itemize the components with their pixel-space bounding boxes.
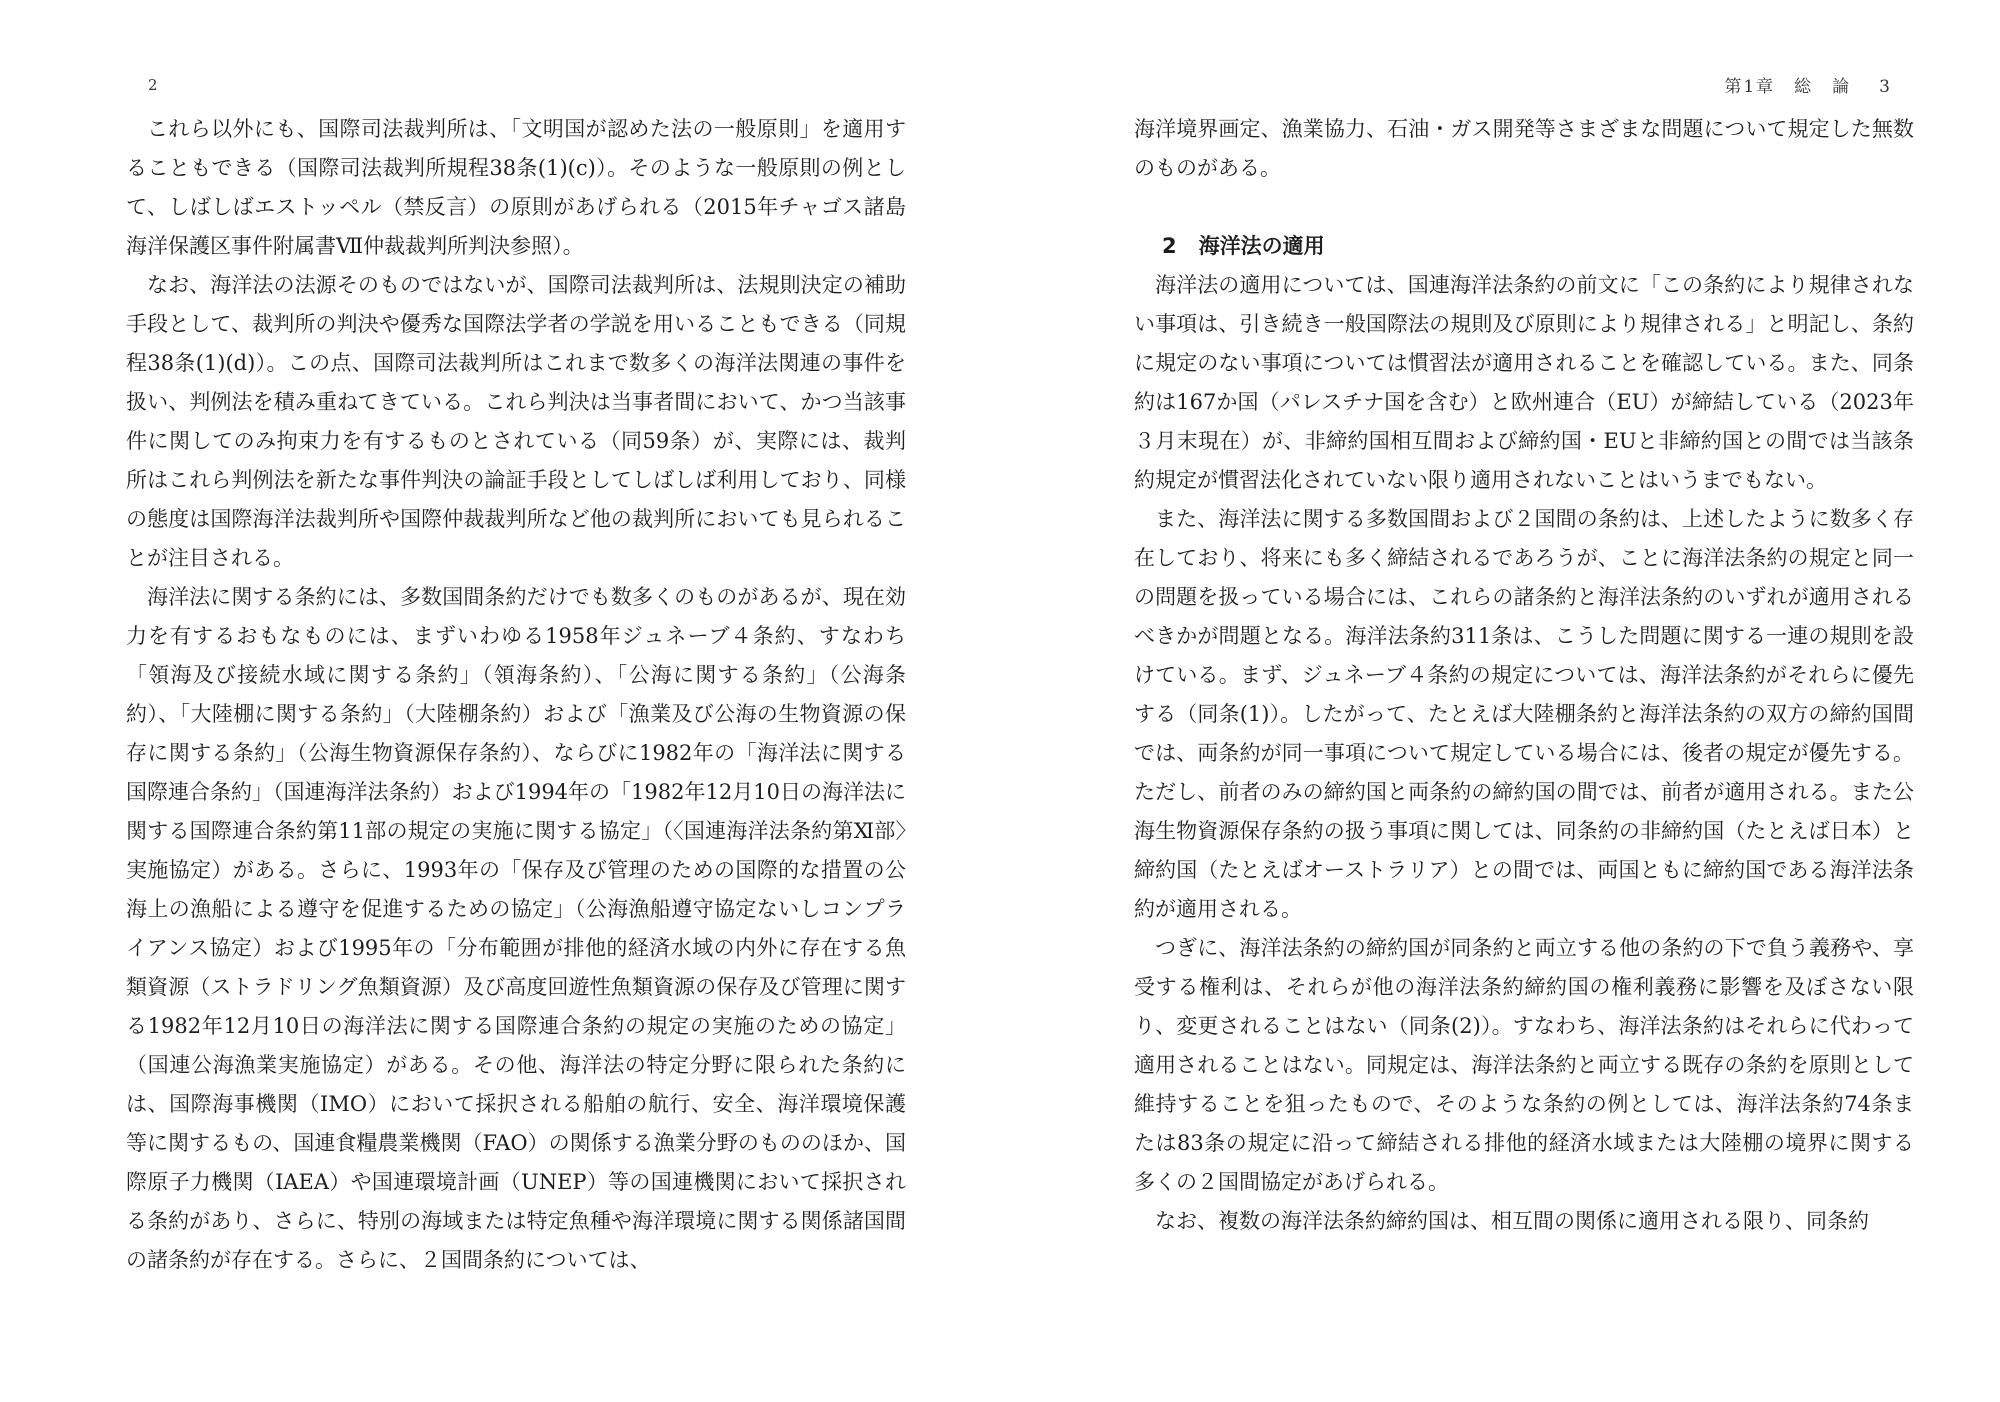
right-page [1000,0,2000,1402]
paragraph: また、海洋法に関する多数国間および２国間の条約は、上述したように数多く存在しており、将来にも多く締結されるであろうが、ことに海洋法条約の規定と同一の問題を扱っている場合には、これらの諸条約と海洋法条約のいずれが適用されるべきかが問題となる。海洋法条約311条は、こうした問題に関する一連の規則を設けている。まず、ジュネーブ４条約の規定については、海洋法条約がそれらに優先する（同条(1)）。したがって、たとえば大陸棚条約と海洋法条約の双方の締約国間では、両条約が同一事項について規定している場合には、後者の規定が優先する。ただし、前者のみの締約国と両条約の締約国の間では、前者が適用される。また公海生物資源保存条約の扱う事項に関しては、同条約の非締約国（たとえば日本）と締約国（たとえばオーストラリア）との間では、両国ともに締約国である海洋法条約が適用される。 [1134,507,1914,921]
body-text [126,110,906,1280]
paragraph: なお、複数の海洋法条約締約国は、相互間の関係に適用される限り、同条約 [1155,1209,1869,1233]
paragraph: これら以外にも、国際司法裁判所は、「文明国が認めた法の一般原則」を適用することもできる（国際司法裁判所規程38条(1)(c)）。そのような一般原則の例として、しばしばエストッペル（禁反言）の原則があげられる（2015年チャゴス諸島海洋保護区事件附属書Ⅶ仲裁裁判所判決参照）。 [126,117,906,258]
page-number: 3 [1879,77,1892,97]
page-number: 2 [148,76,158,94]
paragraph: 海洋法の適用については、国連海洋法条約の前文に「この条約により規律されない事項は、引き続き一般国際法の規則及び原則により規律される」と明記し、条約に規定のない事項については慣習法が適用されることを確認している。また、同条約は167か国（パレスチナ国を含む）と欧州連合（EU）が締結している（2023年３月末現在）が、非締約国相互間および締約国・EUと非締約国との間では当該条約規定が慣習法化されていない限り適用されないことはいうまでもない。 [1134,273,1914,492]
paragraph: つぎに、海洋法条約の締約国が同条約と両立する他の条約の下で負う義務や、享受する権利は、それらが他の海洋法条約締約国の権利義務に影響を及ぼさない限り、変更されることはない（同条(2)）。すなわち、海洋法条約はそれらに代わって適用されることはない。同規定は、海洋法条約と両立する既存の条約を原則として維持することを狙ったもので、そのような条約の例としては、海洋法条約74条または83条の規定に沿って締結される排他的経済水域または大陸棚の境界に関する多くの２国間協定があげられる。 [1134,936,1914,1194]
section-heading [1134,227,1914,266]
section-title: 海洋法の適用 [1198,234,1325,258]
chapter-title: 第1章 総 論 [1724,77,1852,97]
continuation-paragraph: 海洋境界画定、漁業協力、石油・ガス開発等さまざまな問題について規定した無数のものがある。 [1134,117,1914,180]
section-number: 2 [1162,234,1177,258]
running-head [1724,72,1892,97]
paragraph: なお、海洋法の法源そのものではないが、国際司法裁判所は、法規則決定の補助手段として、裁判所の判決や優秀な国際法学者の学説を用いることもできる（同規程38条(1)(d)）。この点、国際司法裁判所はこれまで数多くの海洋法関連の事件を扱い、判例法を積み重ねてきている。これら判決は当事者間において、かつ当該事件に関してのみ拘束力を有するものとされている（同59条）が、実際には、裁判所はこれら判例法を新たな事件判決の論証手段としてしばしば利用しており、同様の態度は国際海洋法裁判所や国際仲裁裁判所など他の裁判所においても見られることが注目される。 [126,273,906,570]
paragraph: 海洋法に関する条約には、多数国間条約だけでも数多くのものがあるが、現在効力を有するおもなものには、まずいわゆる1958年ジュネーブ４条約、すなわち「領海及び接続水域に関する条約」（領海条約）、「公海に関する条約」（公海条約）、「大陸棚に関する条約」（大陸棚条約）および「漁業及び公海の生物資源の保存に関する条約」（公海生物資源保存条約）、ならびに1982年の「海洋法に関する国際連合条約」（国連海洋法条約）および1994年の「1982年12月10日の海洋法に関する国際連合条約第11部の規定の実施に関する協定」（〈国連海洋法条約第Ⅺ部〉実施協定）がある。さらに、1993年の「保存及び管理のための国際的な措置の公海上の漁船による遵守を促進するための協定」（公海漁船遵守協定ないしコンプライアンス協定）および1995年の「分布範囲が排他的経済水域の内外に存在する魚類資源（ストラドリング魚類資源）及び高度回遊性魚類資源の保存及び管理に関する1982年12月10日の海洋法に関する国際連合条約の規定の実施のための協定」（国連公海漁業実施協定）がある。その他、海洋法の特定分野に限られた条約には、国際海事機関（IMO）において採択される船舶の航行、安全、海洋環境保護等に関するもの、国連食糧農業機関（FAO）の関係する漁業分野のもののほか、国際原子力機関（IAEA）や国連環境計画（UNEP）等の国連機関において採択される条約があり、さらに、特別の海域または特定魚種や海洋環境に関する関係諸国間の諸条約が存在する。さらに、２国間条約については、 [126,585,906,1272]
body-text [1134,110,1914,1241]
